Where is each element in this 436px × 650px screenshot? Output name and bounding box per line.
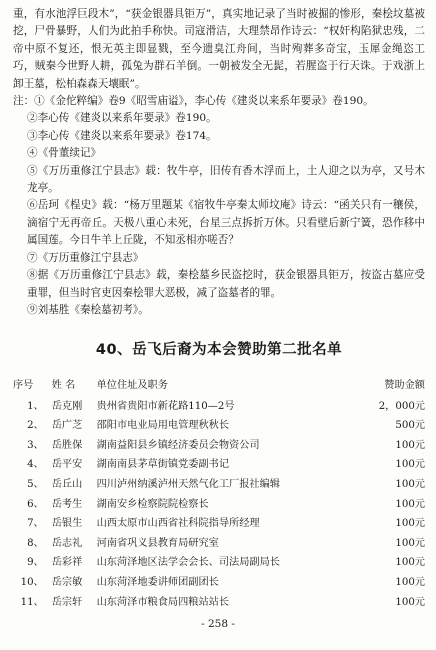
page-number: - 258 -	[201, 618, 235, 630]
footnote-1: 注：①《金佗粹编》卷9《昭雪庙谥》，李心传《建炎以来系年要录》卷190。	[13, 95, 374, 108]
body-paragraph: 重，有水池浮巨段木”，“获金银器具钜万”，真实地记录了当时被掘的惨形，秦桧坟墓被挖，尸骨暴野，人们为此拍手称快。司寇滑洁，大理禁昂作诗云：“权奸构陷狱忠残，二帝中原不复还，恨无英主即显戮，至今遗臭江舟间，当时殉葬多奇宝，玉犀金绳恣工巧，贼秦今世野人耕，孤兔为群石羊倒。一朝被发全无髭，若腥盗于行天诛。于戏浙上卸王墓，松柏森森天壤眠”。	[13, 8, 425, 90]
row-number: 2、	[27, 420, 44, 432]
row-amount: 100元	[395, 596, 425, 608]
row-unit: 邵阳市电业局用电管理秋秋长	[96, 420, 230, 432]
row-number: 1、	[27, 400, 44, 412]
row-number: 3、	[27, 439, 44, 451]
row-name: 岳志礼	[51, 537, 83, 549]
table-row	[13, 394, 425, 414]
row-number: 10、	[20, 576, 44, 588]
row-name: 岳广芝	[51, 420, 83, 432]
footnote-5: ⑤《万历重修江宁县志》载：牧牛亭，旧传有香木浮而上，土人迎之以为亭，又号木龙亭。	[27, 164, 425, 195]
table-row	[13, 414, 425, 434]
row-unit: 贵州省贵阳市新花路110—2号	[96, 400, 235, 412]
row-amount: 100元	[395, 459, 425, 471]
document-page	[13, 6, 425, 610]
row-number: 7、	[27, 518, 44, 530]
table-row	[13, 551, 425, 571]
row-unit: 山东菏泽地委讲师团副团长	[96, 576, 219, 588]
row-name: 岳宗轩	[51, 596, 83, 608]
row-name: 岳彩祥	[51, 557, 83, 569]
row-name: 岳平安	[51, 459, 83, 471]
row-number: 11、	[20, 596, 44, 608]
table-row	[13, 571, 425, 591]
footnote-3: ③李心传《建炎以来系年要录》卷174。	[27, 129, 217, 142]
footnote-7: ⑦《万历重修江宁县志》	[27, 251, 144, 264]
footnotes	[13, 93, 425, 319]
table-row	[13, 512, 425, 532]
footnote-9: ⑨刘基胜《秦桧墓初考》。	[27, 303, 149, 316]
footnote-6: ⑥岳珂《桯史》载：“杨万里题某《宿牧牛亭秦太师坟庵》诗云：“函关只有一穰侯，滴宿宁无再帝丘。天极八重心未死，台星三点拆折万休。只看壁后新宁簧，恐作移中属国莲。今日牛羊上丘陇，不知丞相亦嗟否？	[27, 199, 425, 247]
footnote-4: ④《骨董续记》	[27, 147, 102, 160]
row-unit: 四川泸州纳溪泸州天然气化工厂报社编辑	[96, 478, 280, 490]
row-unit: 山东菏泽市粮食局四粮站站长	[96, 596, 230, 608]
footnote-2: ②李心传《建炎以来系年要录》卷190。	[27, 112, 217, 125]
row-unit: 湖南南县茅草街镇党委副书记	[96, 459, 230, 471]
row-amount: 500元	[395, 420, 425, 432]
donor-table	[13, 372, 425, 610]
row-unit: 湖南益阳县乡镇经济委员会物资公司	[96, 439, 260, 451]
table-row	[13, 531, 425, 551]
row-name: 岳银生	[51, 518, 83, 530]
table-header-row	[13, 372, 425, 394]
header-unit: 单位住址及职务	[96, 379, 168, 391]
row-name: 岳考生	[51, 498, 83, 510]
footnote-8: ⑧据《万历重修江宁县志》载，秦桧墓乡民盗挖时，获金银器具钜万，按盗古墓应受重罪，但当时官吏因秦桧罪大恶极，减了盗墓者的罪。	[27, 269, 425, 299]
row-unit: 山东菏泽地区法学会会长、司法局副局长	[96, 557, 280, 569]
row-number: 8、	[27, 537, 44, 549]
row-unit: 山西太原市山西省社科院指导所经理	[96, 518, 260, 530]
table-row	[13, 434, 425, 454]
row-amount: 100元	[395, 576, 425, 588]
row-amount: 100元	[395, 537, 425, 549]
row-amount: 100元	[395, 557, 425, 569]
row-amount: 2，000元	[378, 400, 425, 412]
row-unit: 河南省巩义县教育局研究室	[96, 537, 219, 549]
table-row	[13, 590, 425, 610]
row-amount: 100元	[395, 518, 425, 530]
header-number: 序号	[13, 379, 34, 391]
row-name: 岳宗敏	[51, 576, 83, 588]
row-amount: 100元	[395, 498, 425, 510]
section-title: 40、岳飞后裔为本会赞助第二批名单	[95, 342, 343, 359]
row-amount: 100元	[395, 478, 425, 490]
row-unit: 湖南安乡检察院院检察长	[96, 498, 209, 510]
row-amount: 100元	[395, 439, 425, 451]
row-name: 岳胜保	[51, 439, 83, 451]
row-number: 6、	[27, 498, 44, 510]
row-name: 岳克刚	[51, 400, 83, 412]
row-name: 岳丘山	[51, 478, 83, 490]
row-number: 9、	[27, 557, 44, 569]
table-row	[13, 492, 425, 512]
row-number: 4、	[27, 459, 44, 471]
row-number: 5、	[27, 478, 44, 490]
table-row	[13, 453, 425, 473]
header-name: 姓 名	[51, 379, 76, 391]
table-row	[13, 473, 425, 493]
header-amount: 赞助金额	[384, 379, 425, 391]
